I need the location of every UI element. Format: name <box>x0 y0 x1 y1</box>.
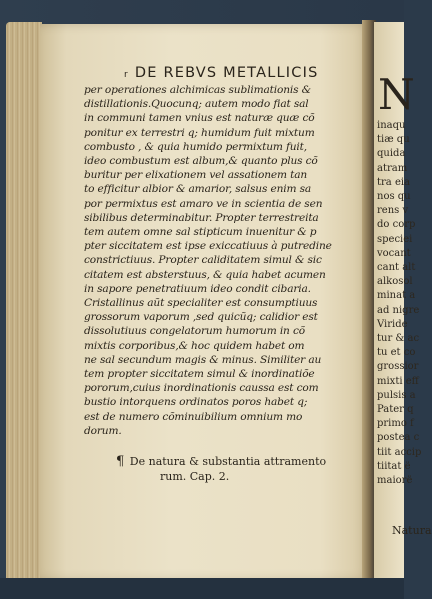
text-line: distillationis.Quocunq; autem modo fiat sal <box>84 98 309 111</box>
text-line: buritur per elixationem vel assationem tan <box>84 169 308 182</box>
text-line: in sapore penetratiuum ideo condit cibaria. <box>84 282 311 295</box>
text-line: Cristallinus aũt specialiter est consumptiuus <box>84 297 318 310</box>
text-line: combusto , & quia humido permixtum fuit, <box>84 140 307 153</box>
facing-page-line: vocant <box>377 247 411 259</box>
facing-page-line: primo f <box>377 418 414 430</box>
facing-page-line: minat a <box>377 290 416 302</box>
facing-page-line: tiit accip <box>377 446 422 458</box>
facing-page-line: tra eia <box>377 176 411 188</box>
facing-page-line: tur & ac <box>377 333 420 344</box>
text-line: ideo combustum est album,& quanto plus cõ <box>84 155 318 168</box>
facing-page-line: alkosol <box>377 276 413 288</box>
text-line: ponitur ex terrestri q; humidum fuit mixtum <box>84 126 315 139</box>
running-head-title: DE REBVS METALLICIS <box>134 65 319 81</box>
facing-page-line: tiitat ë <box>377 460 411 472</box>
catchword: Natura <box>392 524 432 537</box>
text-line: dissolutiuus congelatorum humorum in cõ <box>84 325 305 338</box>
book-page-edges <box>6 22 42 582</box>
text-line: citatem est absterstuus, & quia habet acumen <box>84 268 326 281</box>
text-line: pter siccitatem est ipse exiccatiuus à putredine <box>84 240 332 253</box>
running-head-mark: r <box>124 70 129 80</box>
text-line: est de numero cõminuibilium omnium mo <box>84 410 303 423</box>
facing-page-line: postea c <box>377 432 420 444</box>
text-line: mixtis corporibus,& hoc quidem habet om <box>84 339 305 352</box>
scan-bottom-edge <box>0 578 404 599</box>
facing-page-line: do corp <box>377 219 416 231</box>
facing-page-line: nos qu <box>377 191 411 202</box>
facing-page-line: maiorë <box>377 475 413 486</box>
facing-page-line: mixti eff <box>377 375 419 387</box>
text-line: sibilibus determinabitur. Propter terrestreita <box>84 211 319 224</box>
running-head <box>124 63 354 83</box>
facing-page-line: atram <box>377 162 408 174</box>
text-line: tem propter siccitatem simul & inordinatiõe <box>84 368 315 381</box>
text-line: ne sal secundum magis & minus. Similiter au <box>84 353 322 366</box>
text-line: tem autem omne sal stipticum inuenitur & p <box>84 226 317 239</box>
facing-page-line: inaqu <box>377 120 406 131</box>
text-line: bustio intorquens ordinatos poros habet q; <box>84 396 308 409</box>
text-line: in communi tamen vnius est naturæ quæ cõ <box>84 112 315 125</box>
body-text <box>84 83 354 438</box>
text-line: to efficitur albior & amarior, salsus enim sa <box>84 183 312 196</box>
pilcrow-mark: ¶ <box>116 454 125 470</box>
facing-page-line: quida <box>377 148 406 160</box>
text-line: dorum. <box>84 424 122 437</box>
facing-page-line: speciei <box>377 233 413 245</box>
text-line: per operationes alchimicas sublimationis & <box>84 84 311 96</box>
facing-page-line: Viride <box>377 318 408 330</box>
facing-page-line: cant alt <box>377 262 416 273</box>
facing-page-initial: N <box>378 70 415 119</box>
facing-page-line: tu et co <box>377 347 416 359</box>
facing-page-line: Pater q <box>377 404 414 415</box>
chapter-title-line-1: De natura & substantia attramento <box>129 455 327 469</box>
text-line: pororum,cuius inordinationis caussa est com <box>84 382 319 395</box>
facing-page-line: pulsis a <box>377 389 416 401</box>
text-line: por permixtus est amaro ve in scientia de sen <box>84 197 323 210</box>
text-line: grossorum vaporum ,sed quicũq; calidior est <box>84 311 318 324</box>
facing-page-line: ad nigre <box>377 304 420 316</box>
facing-page-line: grossior <box>377 361 419 373</box>
facing-page-line: rens v <box>377 205 409 217</box>
chapter-title-line-2: rum. Cap. 2. <box>160 470 230 484</box>
text-line: constrictiuus. Propter caliditatem simul & sic <box>84 254 322 267</box>
chapter-title <box>116 454 354 469</box>
facing-page-line: tiæ qu <box>377 134 410 146</box>
